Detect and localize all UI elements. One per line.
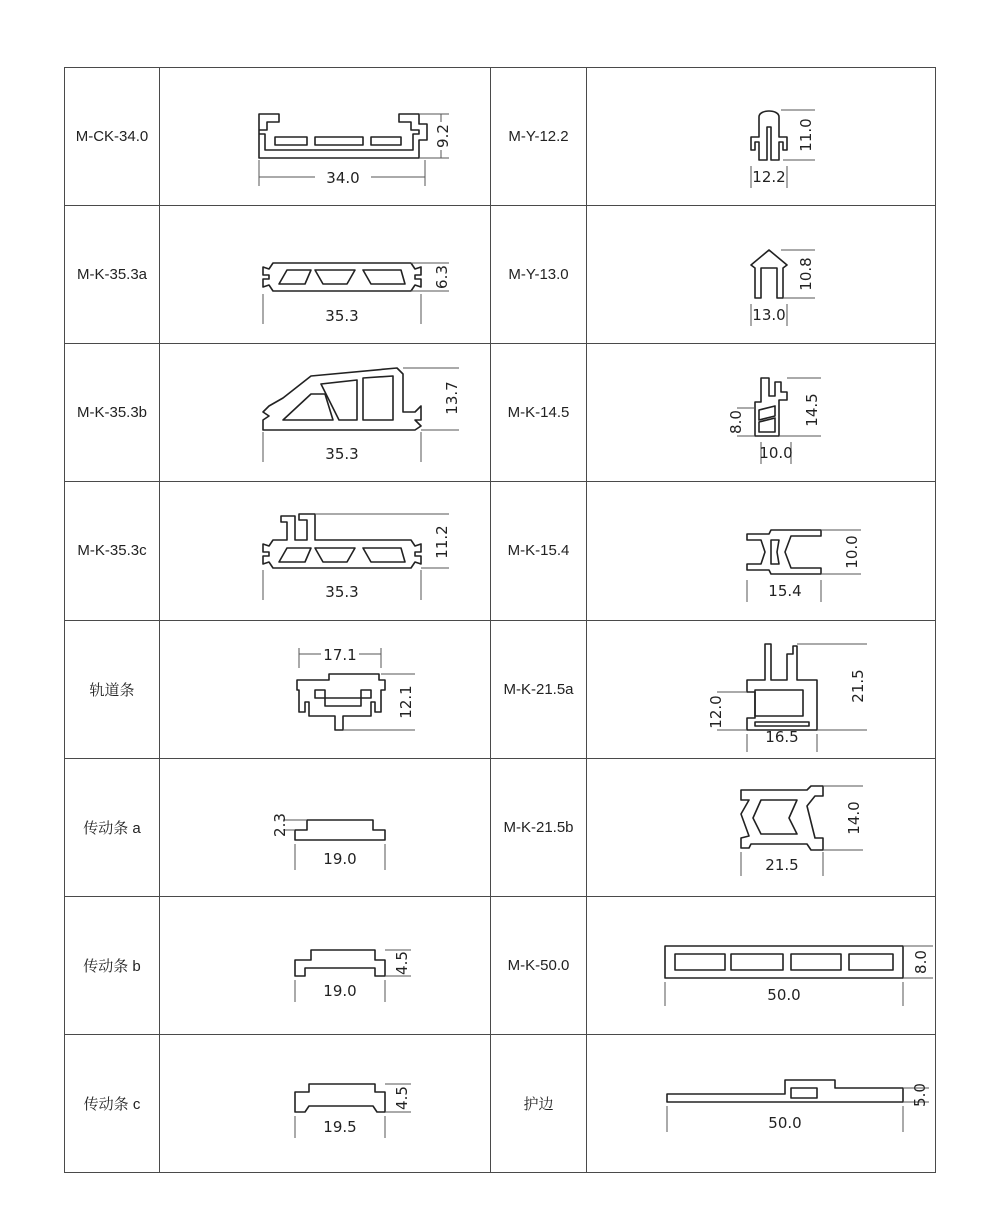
table-body — [65, 68, 936, 1173]
profile-name: M-K-50.0 — [491, 896, 587, 1034]
dimension-label: 14.5 — [803, 393, 821, 427]
table-row — [65, 896, 936, 1034]
dimension-label: 12.2 — [752, 167, 786, 186]
dimension-label: 11.0 — [797, 117, 815, 152]
cross-section-diagram — [611, 496, 911, 606]
cross-section-diagram — [175, 1048, 475, 1158]
profile-name: M-K-21.5b — [491, 758, 587, 896]
dimension-label: 15.4 — [768, 581, 802, 600]
dimension-label: 17.1 — [323, 646, 357, 665]
cross-section-diagram — [611, 220, 911, 330]
profile-name: 护边 — [491, 1034, 587, 1172]
profile-name: M-K-14.5 — [491, 344, 587, 482]
table-row — [65, 620, 936, 758]
profile-drawing-m-y-13-0 — [587, 206, 936, 344]
profile-table — [64, 67, 936, 1173]
dimension-label: 50.0 — [767, 986, 801, 1005]
dimension-label: 12.0 — [707, 695, 725, 729]
cross-section-diagram — [175, 496, 475, 606]
cross-section-diagram — [175, 82, 475, 192]
profile-drawing-m-k-21-5b — [587, 758, 936, 896]
profile-drawing-m-y-12-2 — [587, 68, 936, 206]
profile-drawing-drive-strip-b — [160, 896, 491, 1034]
dimension-label: 10.8 — [797, 256, 815, 291]
dimension-label: 13.0 — [752, 305, 786, 324]
profile-drawing-m-k-15-4 — [587, 482, 936, 620]
profile-name: 传动条 c — [65, 1034, 160, 1172]
profile-drawing-m-ck-34-0 — [160, 68, 491, 206]
dimension-label: 2.3 — [271, 813, 289, 838]
profile-drawing-m-k-21-5a — [587, 620, 936, 758]
cross-section-diagram — [611, 82, 911, 192]
dimension-label: 35.3 — [325, 306, 359, 325]
dimension-label: 10.0 — [759, 443, 793, 462]
profile-name: 传动条 a — [65, 758, 160, 896]
cross-section-diagram — [611, 634, 911, 747]
dimension-label: 35.3 — [325, 582, 359, 601]
table-row — [65, 344, 936, 482]
table-row — [65, 1034, 936, 1172]
profile-drawing-m-k-14-5 — [587, 344, 936, 482]
table-row — [65, 758, 936, 896]
dimension-label: 9.2 — [434, 123, 452, 148]
dimension-label: 4.5 — [393, 1086, 411, 1111]
dimension-label: 5.0 — [911, 1083, 929, 1108]
profile-name: M-Y-13.0 — [491, 206, 587, 344]
profile-name: M-CK-34.0 — [65, 68, 160, 206]
profile-name: M-K-35.3a — [65, 206, 160, 344]
dimension-label: 21.5 — [765, 856, 799, 875]
dimension-label: 13.7 — [443, 381, 461, 415]
profile-drawing-edge-guard — [587, 1034, 936, 1172]
profile-drawing-m-k-50-0 — [587, 896, 936, 1034]
profile-drawing-m-k-35-3c — [160, 482, 491, 620]
profile-drawing-rail-strip — [160, 620, 491, 758]
table-row — [65, 206, 936, 344]
dimension-label: 8.0 — [912, 950, 930, 975]
dimension-label: 8.0 — [727, 409, 745, 434]
cross-section-diagram — [175, 910, 475, 1020]
profile-drawing-m-k-35-3b — [160, 344, 491, 482]
dimension-label: 14.0 — [845, 801, 863, 835]
dimension-label: 50.0 — [768, 1114, 802, 1133]
profile-name: M-K-21.5a — [491, 620, 587, 758]
dimension-label: 19.0 — [323, 982, 357, 1001]
profile-name: M-Y-12.2 — [491, 68, 587, 206]
profile-name: M-K-35.3c — [65, 482, 160, 620]
dimension-label: 21.5 — [849, 669, 867, 703]
cross-section-diagram — [611, 1048, 929, 1158]
dimension-label: 10.0 — [843, 535, 861, 569]
cross-section-diagram — [175, 220, 475, 330]
profile-name: 传动条 b — [65, 896, 160, 1034]
cross-section-diagram — [175, 634, 475, 744]
dimension-label: 11.2 — [433, 525, 451, 559]
dimension-label: 4.5 — [393, 951, 411, 976]
dimension-label: 19.0 — [323, 850, 357, 869]
table-row — [65, 482, 936, 620]
profile-name: M-K-35.3b — [65, 344, 160, 482]
dimension-label: 12.1 — [397, 685, 415, 719]
profile-drawing-drive-strip-a — [160, 758, 491, 896]
table-row — [65, 68, 936, 206]
dimension-label: 34.0 — [326, 168, 360, 187]
profile-drawing-m-k-35-3a — [160, 206, 491, 344]
cross-section-diagram — [611, 358, 911, 468]
cross-section-diagram — [175, 772, 475, 882]
cross-section-diagram — [611, 910, 930, 1020]
cross-section-diagram — [611, 772, 911, 882]
cross-section-diagram — [175, 358, 475, 468]
dimension-label: 16.5 — [765, 728, 799, 747]
dimension-label: 6.3 — [433, 264, 451, 289]
dimension-label: 35.3 — [325, 444, 359, 463]
dimension-label: 19.5 — [323, 1118, 357, 1137]
profile-drawing-drive-strip-c — [160, 1034, 491, 1172]
profile-name: 轨道条 — [65, 620, 160, 758]
profile-name: M-K-15.4 — [491, 482, 587, 620]
